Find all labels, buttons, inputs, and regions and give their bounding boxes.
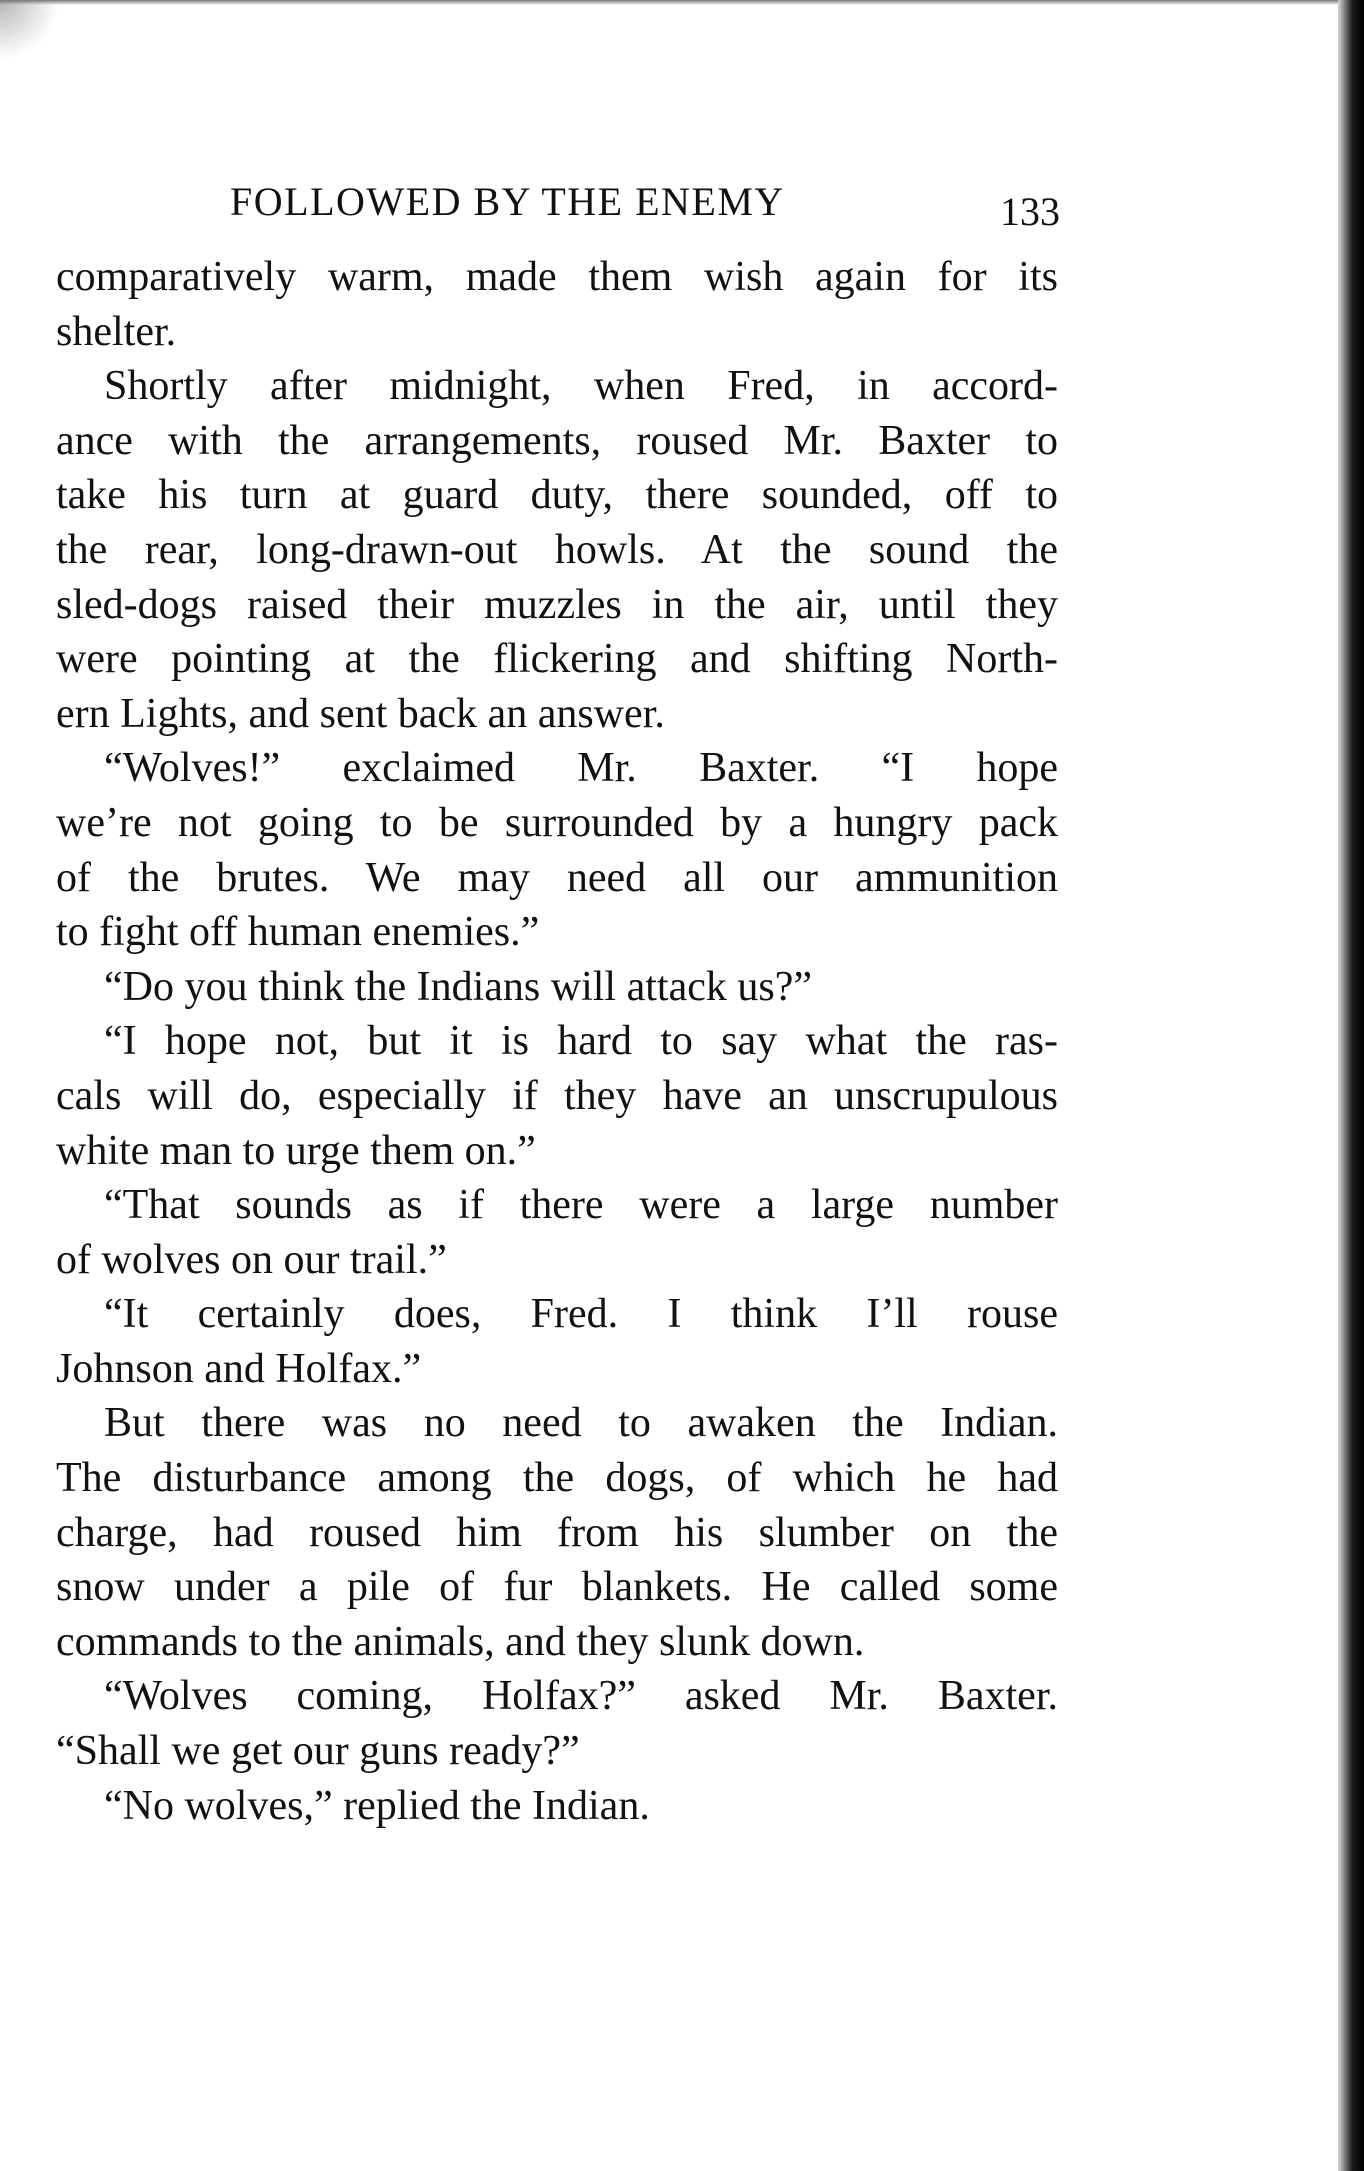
text-line: “I hope not, but it is hard to say what the ras- — [104, 1018, 1058, 1065]
text-line: shelter. — [56, 308, 177, 355]
page-top-edge — [0, 0, 1364, 5]
text-line: ance with the arrangements, roused Mr. Baxter to — [56, 417, 1058, 464]
text-line: “Wolves!” exclaimed Mr. Baxter. “I hope — [104, 745, 1058, 792]
text-line: were pointing at the flickering and shifting North- — [56, 636, 1058, 683]
text-line: charge, had roused him from his slumber on the — [56, 1509, 1058, 1556]
text-line: to fight off human enemies.” — [56, 909, 540, 956]
page-corner-shadow — [0, 0, 60, 60]
text-line: “Shall we get our guns ready?” — [56, 1728, 580, 1775]
text-line: But there was no need to awaken the Indian. — [104, 1400, 1058, 1447]
text-line: commands to the animals, and they slunk down. — [56, 1618, 865, 1665]
text-line: we’re not going to be surrounded by a hungry pack — [56, 799, 1058, 846]
text-line: white man to urge them on.” — [56, 1127, 536, 1174]
text-line: of the brutes. We may need all our ammunition — [56, 854, 1058, 901]
text-line: “Wolves coming, Holfax?” asked Mr. Baxter. — [104, 1673, 1058, 1720]
text-line: cals will do, especially if they have an unscrupulous — [56, 1072, 1058, 1119]
text-line: sled-dogs raised their muzzles in the air, until they — [56, 581, 1058, 628]
text-line: Shortly after midnight, when Fred, in accord- — [104, 363, 1058, 410]
text-line: “No wolves,” replied the Indian. — [104, 1782, 650, 1829]
page-number: 133 — [1000, 189, 1060, 234]
text-line: the rear, long-drawn-out howls. At the sound the — [56, 526, 1058, 573]
text-line: take his turn at guard duty, there sounded, off to — [56, 472, 1058, 519]
text-line: Johnson and Holfax.” — [56, 1345, 422, 1392]
running-title: FOLLOWED BY THE ENEMY — [230, 179, 785, 224]
text-line: comparatively warm, made them wish again for its — [56, 254, 1058, 300]
text-line: snow under a pile of fur blankets. He called some — [56, 1564, 1058, 1611]
text-line: The disturbance among the dogs, of which he had — [56, 1455, 1058, 1502]
text-line: ern Lights, and sent back an answer. — [56, 690, 665, 737]
page-binding-edge — [1338, 0, 1364, 2171]
text-line: “Do you think the Indians will attack us?” — [104, 963, 812, 1010]
body-text — [56, 250, 1058, 1833]
text-line: “That sounds as if there were a large number — [104, 1182, 1058, 1229]
text-line: of wolves on our trail.” — [56, 1236, 447, 1283]
text-line: “It certainly does, Fred. I think I’ll rouse — [104, 1291, 1058, 1338]
